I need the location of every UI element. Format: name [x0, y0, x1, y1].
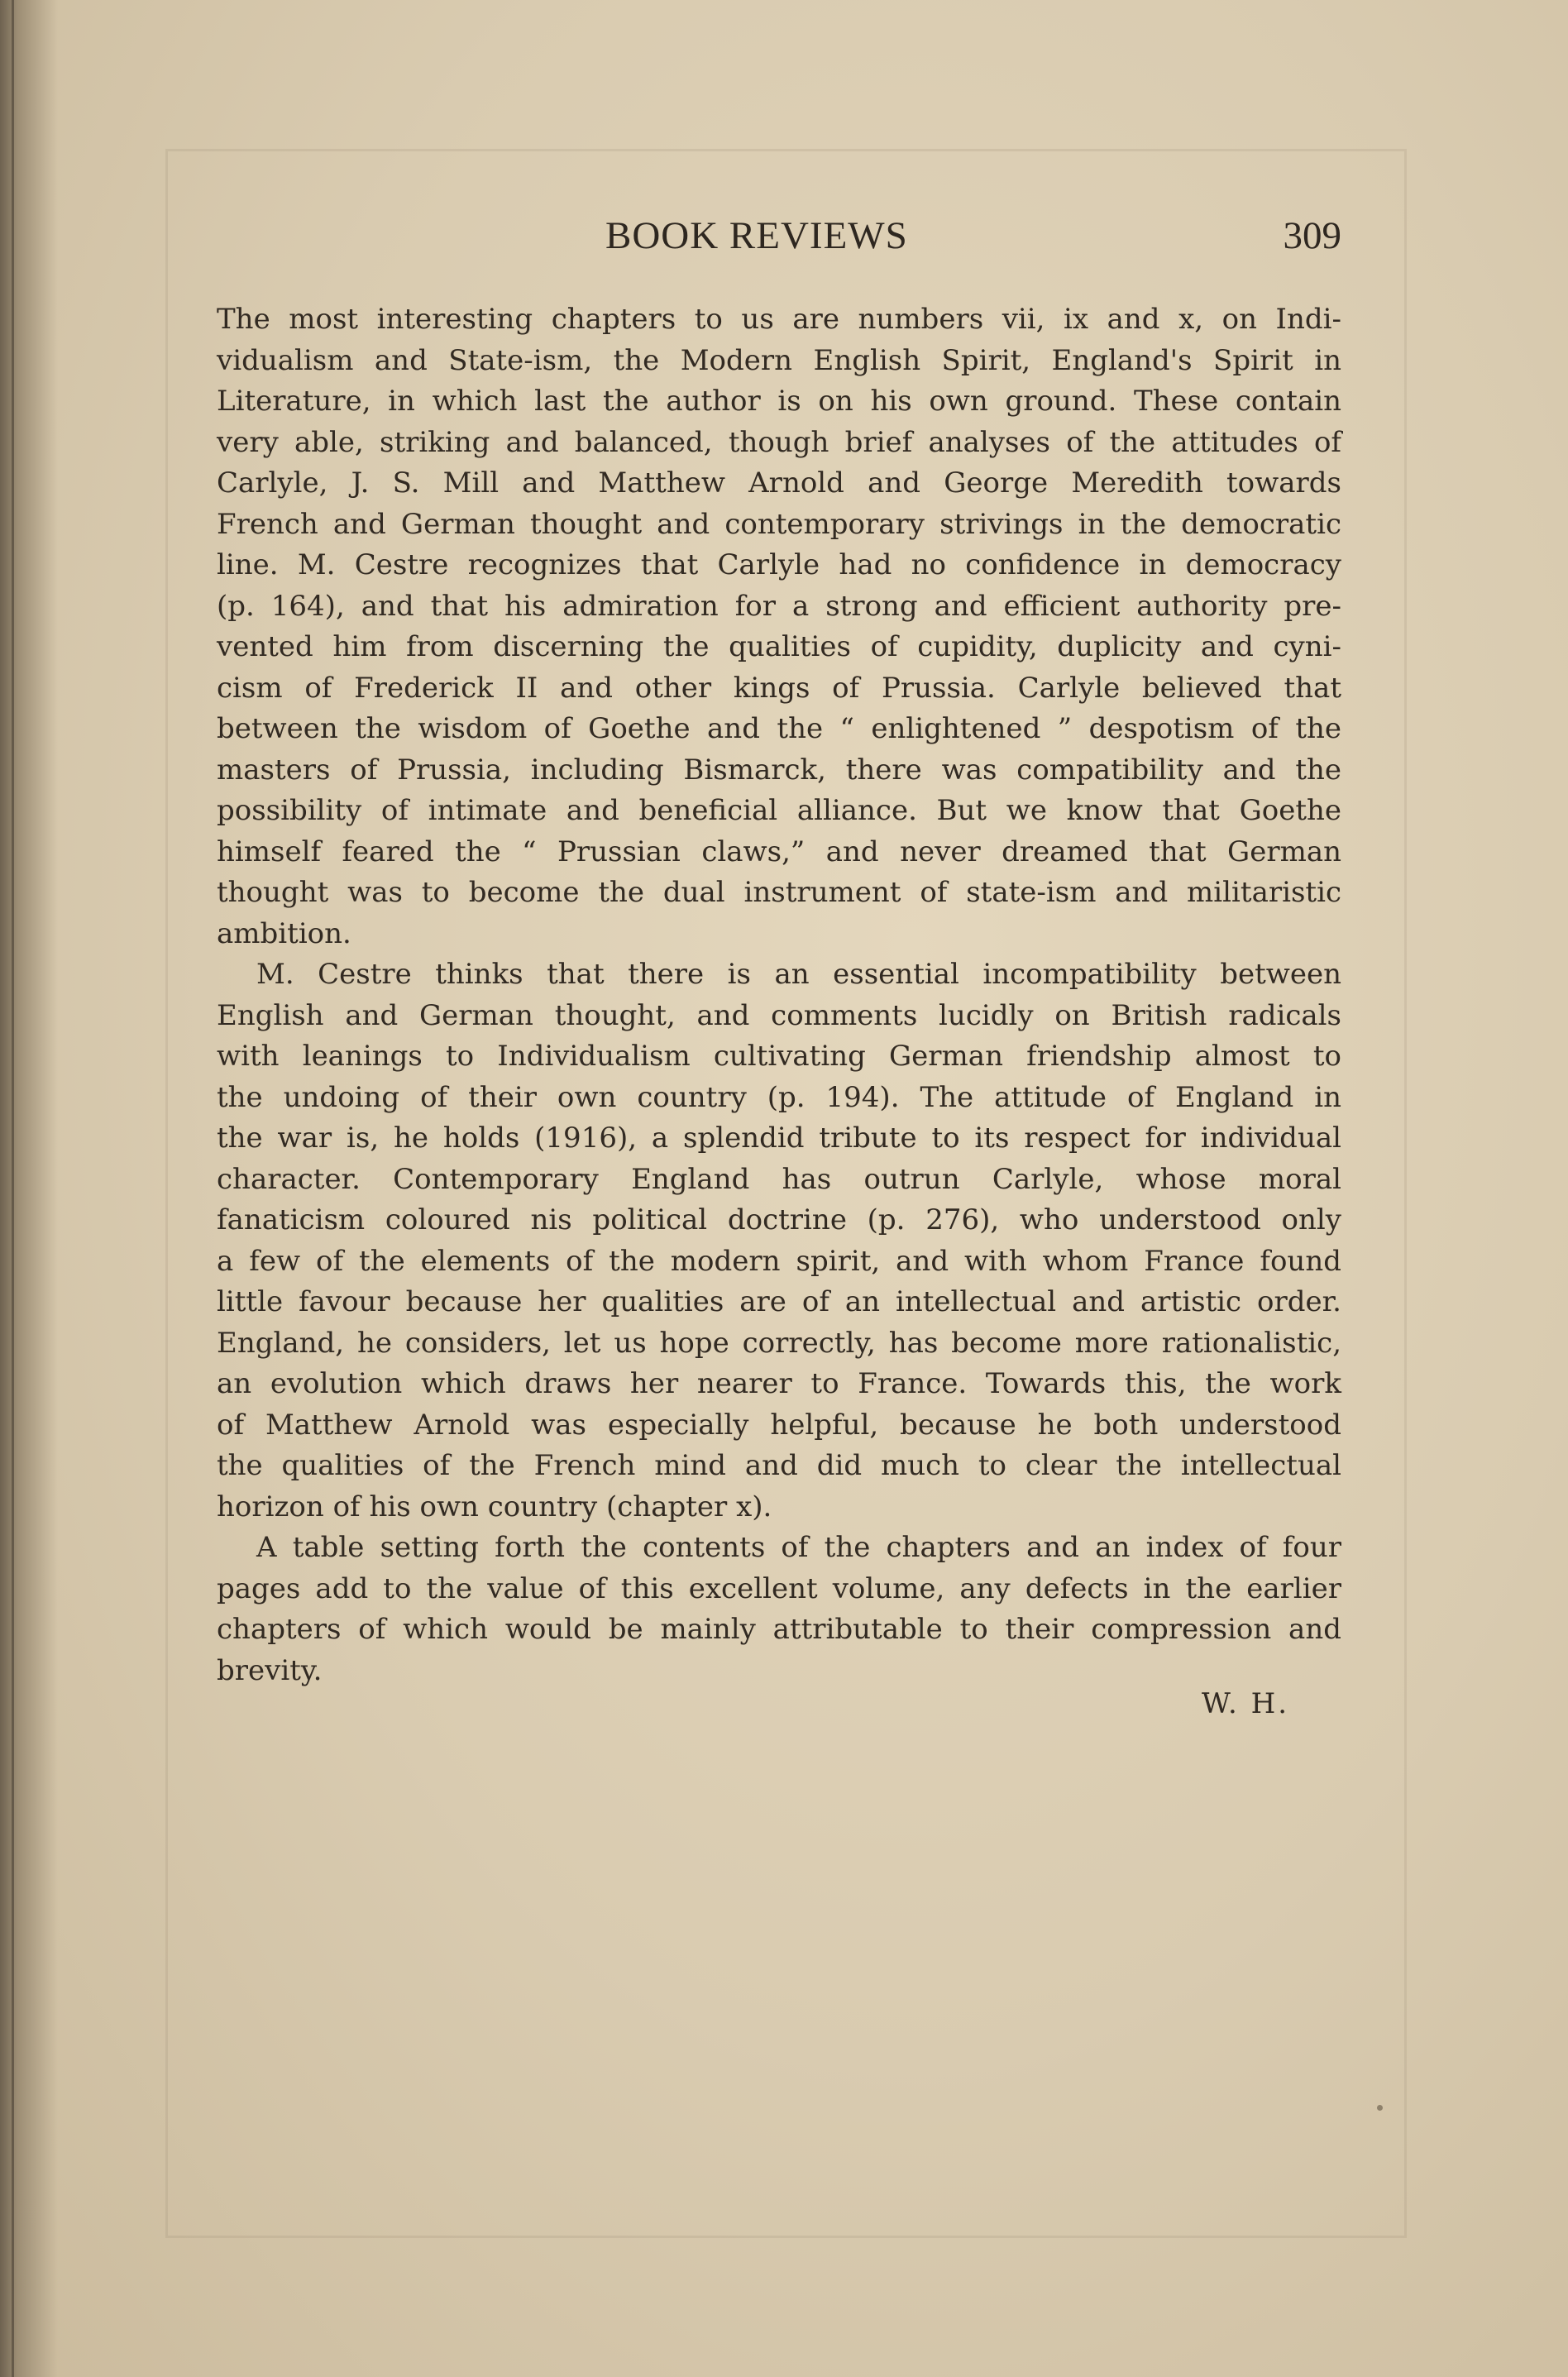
text-line: little favour because her qualities are of an intellectual and artistic order.	[217, 1285, 1341, 1318]
paragraph-1	[217, 299, 1341, 954]
page-number: 309	[1283, 214, 1341, 257]
text-line: Literature, in which last the author is on his own ground. These contain	[217, 385, 1341, 418]
text-line: chapters of which would be mainly attributable to their compression and	[217, 1613, 1341, 1646]
text-line: possibility of intimate and beneficial alliance. But we know that Goethe	[217, 794, 1341, 827]
text-line: between the wisdom of Goethe and the “ enlightened ” despotism of the	[217, 712, 1341, 745]
binding-shadow	[0, 0, 58, 2377]
paper-speck	[1377, 2105, 1383, 2111]
running-title: BOOK REVIEWS	[605, 214, 908, 257]
text-line: The most interesting chapters to us are numbers vii, ix and x, on Indi-	[217, 303, 1341, 336]
text-line: very able, striking and balanced, though brief analyses of the attitudes of	[217, 425, 1341, 459]
binding-edge	[12, 0, 14, 2377]
text-line: vented him from discerning the qualities of cupidity, duplicity and cyni-	[217, 630, 1341, 663]
text-line: brevity.	[217, 1653, 323, 1687]
text-line: ambition.	[217, 916, 351, 950]
text-line: the undoing of their own country (p. 194). The attitude of England in	[217, 1080, 1341, 1114]
text-line: with leanings to Individualism cultivating German friendship almost to	[217, 1040, 1341, 1073]
text-line: thought was to become the dual instrument of state-ism and militaristic	[217, 876, 1341, 909]
text-line: English and German thought, and comments lucidly on British radicals	[217, 998, 1341, 1032]
text-line: (p. 164), and that his admiration for a strong and efficient authority pre-	[217, 589, 1341, 623]
text-line: a few of the elements of the modern spirit, and with whom France found	[217, 1244, 1341, 1278]
text-line: French and German thought and contemporary strivings in the democratic	[217, 507, 1341, 541]
text-line: pages add to the value of this excellent volume, any defects in the earlier	[217, 1571, 1341, 1605]
text-line: A table setting forth the contents of the chapters and an index of four	[256, 1531, 1341, 1564]
text-line: the war is, he holds (1916), a splendid tribute to its respect for individual	[217, 1122, 1341, 1155]
text-line: of Matthew Arnold was especially helpful, because he both understood	[217, 1408, 1341, 1442]
text-line: England, he considers, let us hope correctly, has become more rationalistic,	[217, 1326, 1341, 1360]
review-body	[217, 299, 1341, 1691]
text-line: masters of Prussia, including Bismarck, there was compatibility and the	[217, 753, 1341, 787]
text-line: vidualism and State-ism, the Modern English Spirit, England's Spirit in	[217, 343, 1341, 377]
reviewer-signature: W. H.	[1202, 1687, 1290, 1720]
text-line: M. Cestre thinks that there is an essential incompatibility between	[256, 958, 1341, 991]
paragraph-3	[217, 1528, 1341, 1691]
text-line: an evolution which draws her nearer to France. Towards this, the work	[217, 1367, 1341, 1400]
text-line: line. M. Cestre recognizes that Carlyle had no confidence in democracy	[217, 548, 1341, 581]
paragraph-2	[217, 954, 1341, 1528]
text-line: the qualities of the French mind and did much to clear the intellectual	[217, 1449, 1341, 1482]
text-line: Carlyle, J. S. Mill and Matthew Arnold and George Meredith towards	[217, 466, 1341, 500]
text-line: himself feared the “ Prussian claws,” and never dreamed that German	[217, 835, 1341, 868]
text-line: character. Contemporary England has outrun Carlyle, whose moral	[217, 1162, 1341, 1196]
text-line: horizon of his own country (chapter x).	[217, 1490, 772, 1523]
text-line: fanaticism coloured nis political doctrine (p. 276), who understood only	[217, 1203, 1341, 1236]
page-header	[217, 213, 1341, 271]
text-line: cism of Frederick II and other kings of Prussia. Carlyle believed that	[217, 671, 1341, 705]
